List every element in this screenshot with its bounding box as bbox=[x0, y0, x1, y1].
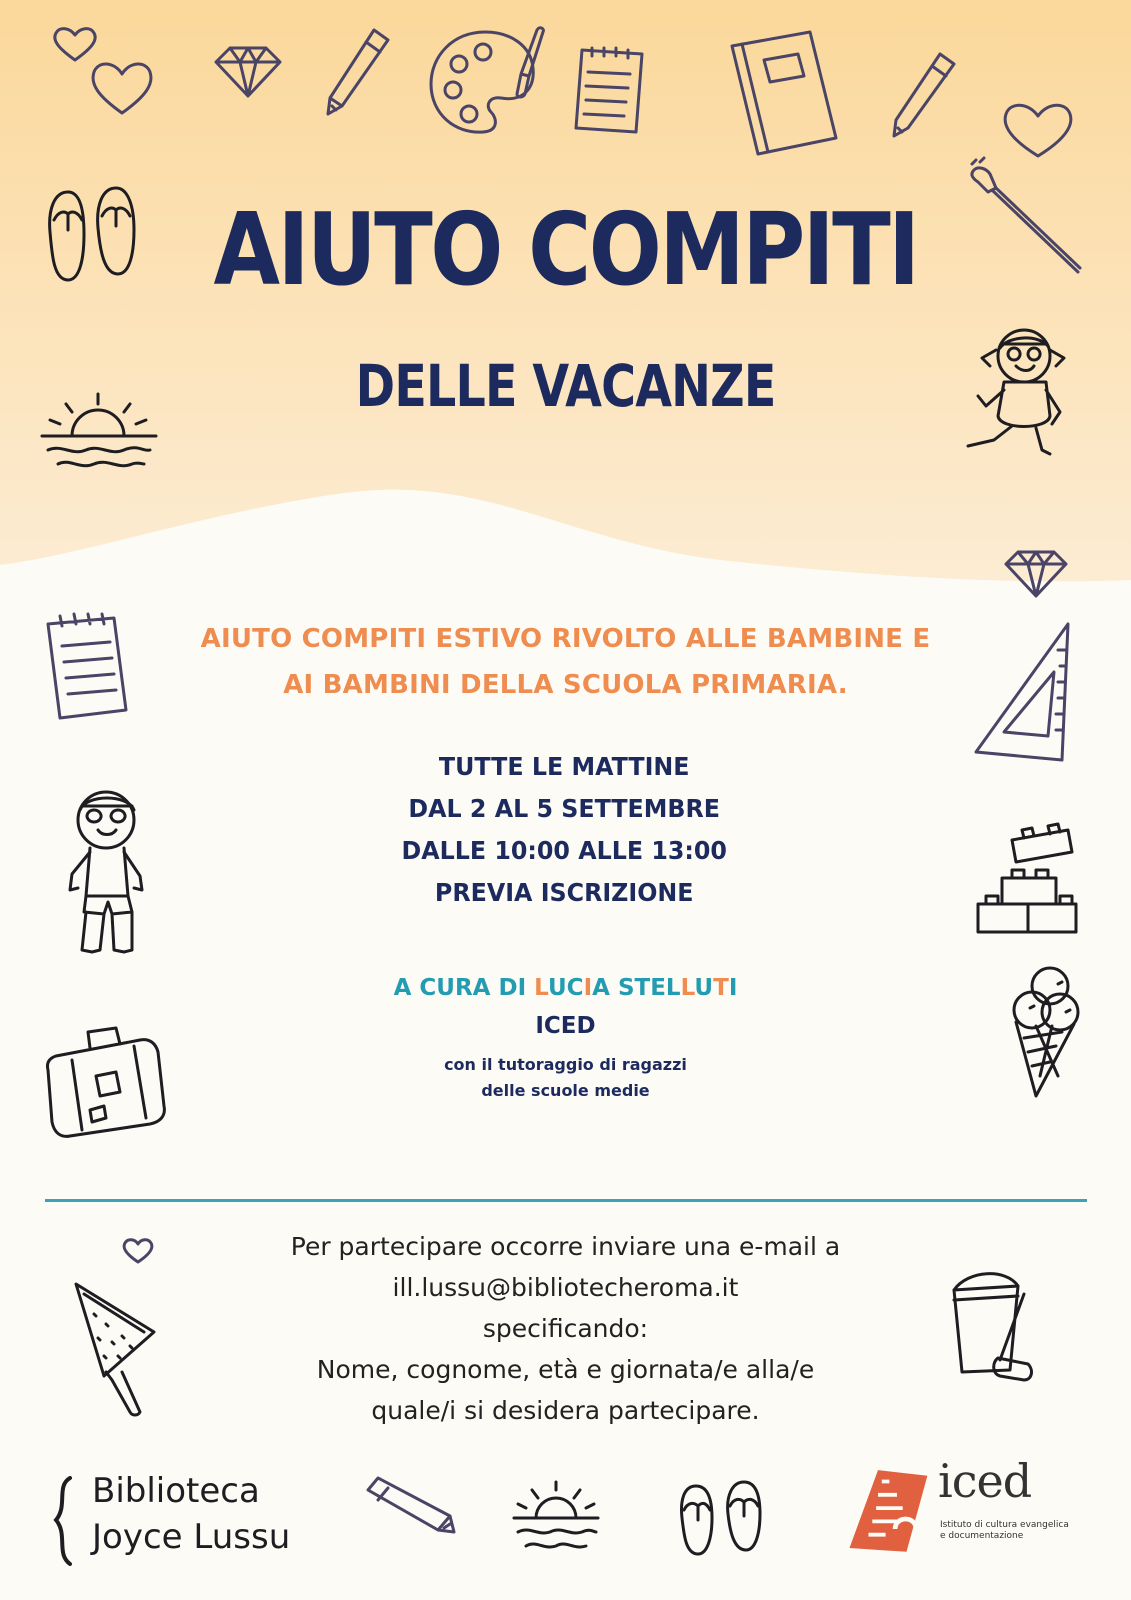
library-name bbox=[92, 1468, 290, 1560]
curator-name-part: U bbox=[694, 975, 714, 1001]
library-name-line: Joyce Lussu bbox=[92, 1517, 291, 1557]
curator-name-part: I bbox=[583, 975, 593, 1001]
contact-email[interactable]: ill.lussu@bibliotecheroma.it bbox=[392, 1273, 739, 1302]
library-logo bbox=[42, 1468, 362, 1568]
curator-name-part bbox=[610, 975, 618, 1001]
curator-name-part: I bbox=[728, 975, 738, 1001]
pencil-icon bbox=[362, 1476, 458, 1536]
iced-wordmark: iced bbox=[938, 1454, 1032, 1508]
page-subtitle: DELLE VACANZE bbox=[355, 352, 776, 420]
notepad-icon bbox=[572, 40, 648, 136]
heart-icon bbox=[88, 58, 156, 116]
schedule-line: DALLE 10:00 ALLE 13:00 bbox=[401, 836, 727, 865]
contact-line: specificando: bbox=[482, 1314, 649, 1343]
iced-tagline-line: e documentazione bbox=[940, 1531, 1024, 1541]
contact-line: quale/i si desidera partecipare. bbox=[371, 1396, 760, 1425]
curator-name-part: UC bbox=[548, 975, 584, 1001]
schedule-line: DAL 2 AL 5 SETTEMBRE bbox=[408, 794, 721, 823]
contact-line: Nome, cognome, età e giornata/e alla/e bbox=[316, 1355, 815, 1384]
curator-name-part: T bbox=[713, 975, 729, 1001]
curator-prefix: A CURA DI bbox=[393, 975, 535, 1001]
intro-line: AI BAMBINI DELLA SCUOLA PRIMARIA. bbox=[283, 670, 848, 700]
curator-name-part: L bbox=[680, 975, 695, 1001]
iced-logo bbox=[840, 1454, 1090, 1565]
sunset-icon bbox=[510, 1478, 602, 1560]
curator-name-part: A bbox=[592, 975, 610, 1001]
pencil-icon bbox=[888, 50, 958, 140]
curator-name-part: STEL bbox=[617, 975, 681, 1001]
library-brace-icon bbox=[42, 1476, 82, 1566]
paint-palette-icon bbox=[425, 24, 550, 140]
pencil-icon bbox=[322, 26, 392, 118]
divider bbox=[45, 1199, 1087, 1202]
flip-flops-icon bbox=[676, 1480, 772, 1558]
organization-name: ICED bbox=[535, 1013, 596, 1039]
schedule-line: PREVIA ISCRIZIONE bbox=[434, 878, 694, 907]
library-name-line: Biblioteca bbox=[92, 1471, 260, 1511]
iced-emblem-icon bbox=[840, 1460, 935, 1560]
tutoring-line: delle scuole medie bbox=[481, 1081, 650, 1100]
page-title: AIUTO COMPITI bbox=[213, 191, 918, 308]
curator-credit bbox=[0, 970, 1131, 1006]
heart-icon bbox=[1000, 98, 1076, 160]
iced-tagline-line: Istituto di cultura evangelica bbox=[940, 1520, 1069, 1530]
schedule-line: TUTTE LE MATTINE bbox=[438, 752, 690, 781]
tutoring-line: con il tutoraggio di ragazzi bbox=[444, 1055, 687, 1074]
iced-tagline bbox=[940, 1520, 1100, 1542]
intro-line: AIUTO COMPITI ESTIVO RIVOLTO ALLE BAMBINE E bbox=[200, 624, 931, 654]
curator-name-part: L bbox=[534, 975, 548, 1001]
heart-icon bbox=[52, 26, 98, 62]
notebook-icon bbox=[726, 28, 842, 160]
diamond-icon bbox=[212, 44, 284, 100]
contact-line: Per partecipare occorre inviare una e-mail a bbox=[290, 1232, 841, 1261]
diamond-icon bbox=[1002, 548, 1070, 600]
